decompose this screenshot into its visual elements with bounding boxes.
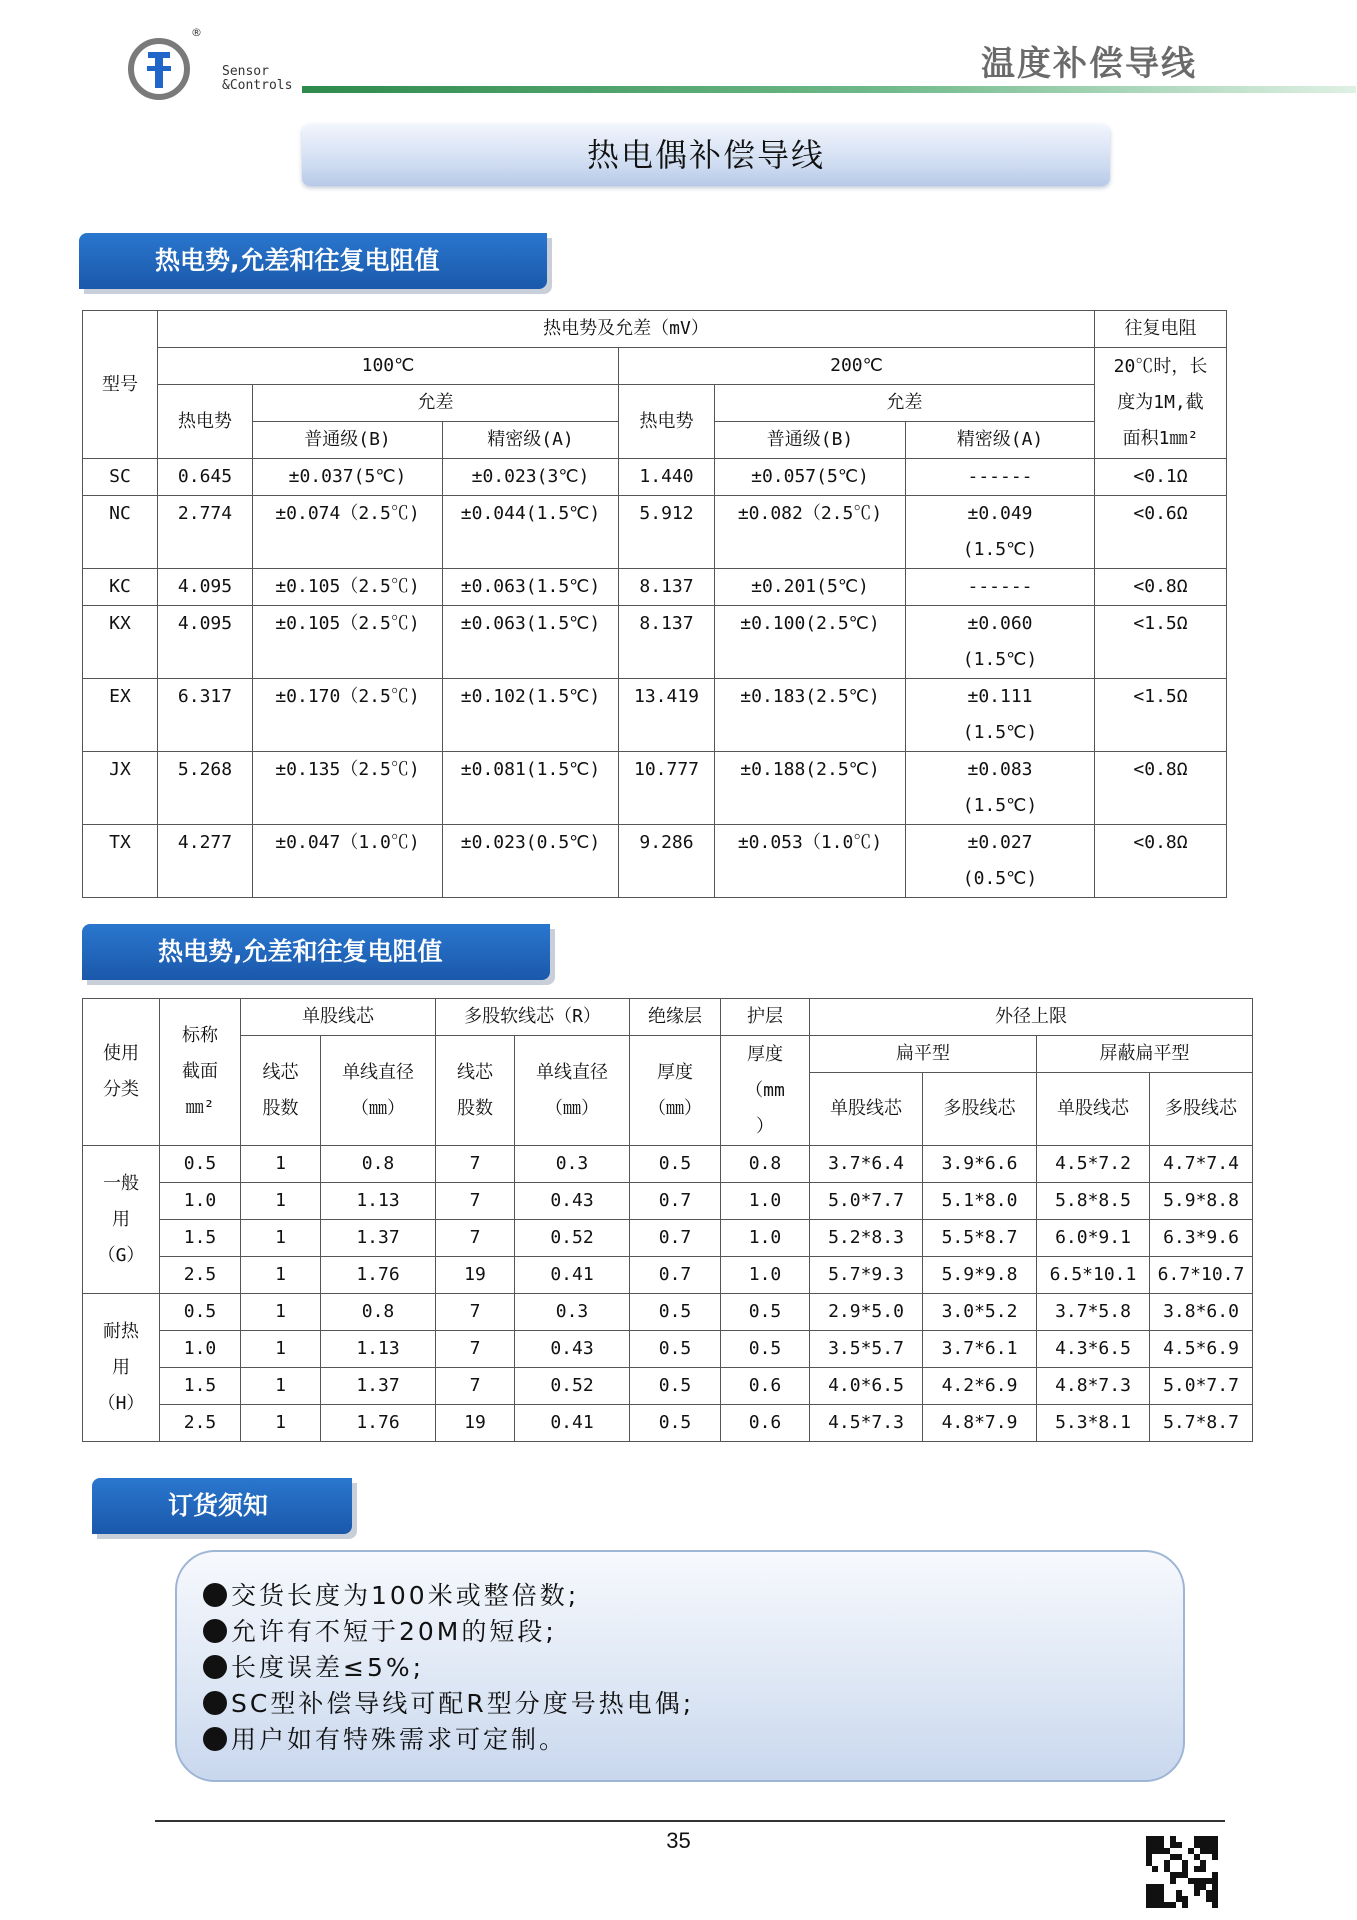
cell-nominal: 1.0 — [160, 1183, 241, 1220]
cell-flat-multi: 4.2*6.9 — [923, 1368, 1037, 1405]
cell-nominal: 1.5 — [160, 1368, 241, 1405]
cell-normal-200: ±0.053（1.0℃) — [715, 825, 906, 898]
table-row — [83, 1220, 1253, 1257]
cell-emf-200: 13.419 — [619, 679, 715, 752]
cell-multi-strands: 7 — [436, 1368, 515, 1405]
cell-single-strands: 1 — [241, 1294, 321, 1331]
header-shielded-flat: 屏蔽扁平型 — [1037, 1036, 1253, 1073]
cell-single-strands: 1 — [241, 1183, 321, 1220]
cell-nominal: 1.0 — [160, 1331, 241, 1368]
header-tolerance-200: 允差 — [715, 385, 1095, 422]
cell-emf-100: 5.268 — [158, 752, 253, 825]
cell-sheath: 1.0 — [721, 1220, 810, 1257]
cell-precision-100: ±0.044(1.5℃) — [443, 496, 619, 569]
cell-shielded-multi: 4.7*7.4 — [1150, 1146, 1253, 1183]
cell-single-dia: 1.37 — [321, 1368, 436, 1405]
cell-shielded-single: 4.5*7.2 — [1037, 1146, 1150, 1183]
cell-nominal: 0.5 — [160, 1294, 241, 1331]
bullet-icon — [203, 1691, 227, 1715]
cell-precision-100: ±0.063(1.5℃) — [443, 569, 619, 606]
cell-shielded-single: 6.5*10.1 — [1037, 1257, 1150, 1294]
cell-model: KX — [83, 606, 158, 679]
cell-normal-100: ±0.074（2.5℃) — [253, 496, 443, 569]
cell-precision-200: ------ — [906, 569, 1095, 606]
header-wire-dia-1: 单线直径 （㎜） — [321, 1036, 436, 1146]
header-insulation: 绝缘层 — [630, 999, 721, 1036]
cell-emf-200: 1.440 — [619, 459, 715, 496]
cell-shielded-multi: 6.7*10.7 — [1150, 1257, 1253, 1294]
note-item: 交货长度为100米或整倍数; — [203, 1578, 1183, 1614]
header-resistance: 往复电阻 — [1095, 311, 1227, 348]
cell-model: NC — [83, 496, 158, 569]
cell-resistance: <0.8Ω — [1095, 569, 1227, 606]
cell-multi-strands: 7 — [436, 1146, 515, 1183]
cell-nominal: 2.5 — [160, 1257, 241, 1294]
cell-precision-200: ±0.060 (1.5℃) — [906, 606, 1095, 679]
cell-emf-200: 5.912 — [619, 496, 715, 569]
cell-multi-strands: 19 — [436, 1405, 515, 1442]
cell-normal-200: ±0.082（2.5℃) — [715, 496, 906, 569]
table-row — [83, 1257, 1253, 1294]
cell-emf-200: 10.777 — [619, 752, 715, 825]
header-precision-100: 精密级(A) — [443, 422, 619, 459]
cell-normal-200: ±0.201(5℃) — [715, 569, 906, 606]
cell-normal-200: ±0.100(2.5℃) — [715, 606, 906, 679]
cell-normal-200: ±0.188(2.5℃) — [715, 752, 906, 825]
bullet-icon — [203, 1655, 227, 1679]
header-emf-tolerance: 热电势及允差（mV） — [158, 311, 1095, 348]
cell-multi-dia: 0.41 — [515, 1405, 630, 1442]
cell-shielded-single: 4.8*7.3 — [1037, 1368, 1150, 1405]
cell-flat-multi: 5.1*8.0 — [923, 1183, 1037, 1220]
cell-precision-200: ±0.111 (1.5℃) — [906, 679, 1095, 752]
note-item: 用户如有特殊需求可定制。 — [203, 1722, 1183, 1758]
cell-precision-100: ±0.023(0.5℃) — [443, 825, 619, 898]
cell-flat-single: 3.5*5.7 — [810, 1331, 923, 1368]
table-row — [83, 1294, 1253, 1331]
cell-precision-200: ±0.083 (1.5℃) — [906, 752, 1095, 825]
cell-shielded-multi: 3.8*6.0 — [1150, 1294, 1253, 1331]
cell-multi-dia: 0.41 — [515, 1257, 630, 1294]
section-1-title: 热电势,允差和往复电阻值 — [79, 233, 547, 289]
cell-shielded-multi: 6.3*9.6 — [1150, 1220, 1253, 1257]
header-temp-100: 100℃ — [158, 348, 619, 385]
cell-multi-dia: 0.52 — [515, 1220, 630, 1257]
header-precision-200: 精密级(A) — [906, 422, 1095, 459]
cell-insulation: 0.5 — [630, 1368, 721, 1405]
cell-emf-100: 4.095 — [158, 569, 253, 606]
cell-multi-strands: 7 — [436, 1331, 515, 1368]
cell-flat-multi: 3.9*6.6 — [923, 1146, 1037, 1183]
wire-spec-table — [82, 998, 1253, 1442]
cell-insulation: 0.5 — [630, 1405, 721, 1442]
cell-sheath: 0.5 — [721, 1331, 810, 1368]
bullet-icon — [203, 1619, 227, 1643]
header-insulation-thickness: 厚度 （㎜） — [630, 1036, 721, 1146]
header-normal-200: 普通级(B) — [715, 422, 906, 459]
cell-sheath: 1.0 — [721, 1183, 810, 1220]
cell-flat-multi: 5.5*8.7 — [923, 1220, 1037, 1257]
cell-single-strands: 1 — [241, 1331, 321, 1368]
cell-shielded-single: 6.0*9.1 — [1037, 1220, 1150, 1257]
cell-resistance: <0.1Ω — [1095, 459, 1227, 496]
header-single-core: 单股线芯 — [241, 999, 436, 1036]
cell-precision-200: ------ — [906, 459, 1095, 496]
table-row — [83, 606, 1227, 679]
table-row — [83, 1146, 1253, 1183]
cell-insulation: 0.7 — [630, 1257, 721, 1294]
header-tolerance-100: 允差 — [253, 385, 619, 422]
header-shielded-single: 单股线芯 — [1037, 1073, 1150, 1146]
header-shielded-multi: 多股线芯 — [1150, 1073, 1253, 1146]
header-model: 型号 — [83, 311, 158, 459]
cell-single-dia: 1.13 — [321, 1331, 436, 1368]
cell-shielded-single: 4.3*6.5 — [1037, 1331, 1150, 1368]
cell-single-dia: 1.37 — [321, 1220, 436, 1257]
cell-multi-dia: 0.43 — [515, 1183, 630, 1220]
cell-single-dia: 0.8 — [321, 1146, 436, 1183]
footer-divider — [155, 1820, 1225, 1822]
cell-flat-single: 3.7*6.4 — [810, 1146, 923, 1183]
cell-resistance: <1.5Ω — [1095, 606, 1227, 679]
cell-sheath: 1.0 — [721, 1257, 810, 1294]
cell-shielded-multi: 5.9*8.8 — [1150, 1183, 1253, 1220]
cell-precision-200: ±0.027 (0.5℃) — [906, 825, 1095, 898]
header-sheath-thickness: 厚度 （mm ） — [721, 1036, 810, 1146]
page-title: 热电偶补偿导线 — [302, 124, 1110, 186]
cell-model: EX — [83, 679, 158, 752]
header-flat: 扁平型 — [810, 1036, 1037, 1073]
header-multi-core: 多股软线芯（R） — [436, 999, 630, 1036]
cell-multi-dia: 0.3 — [515, 1146, 630, 1183]
cell-normal-100: ±0.037(5℃) — [253, 459, 443, 496]
bullet-icon — [203, 1727, 227, 1751]
registered-mark: ® — [191, 26, 202, 39]
header-emf-100: 热电势 — [158, 385, 253, 459]
cell-model: KC — [83, 569, 158, 606]
cell-model: JX — [83, 752, 158, 825]
section-3-title: 订货须知 — [92, 1478, 352, 1534]
ordering-notes — [175, 1550, 1185, 1782]
cell-shielded-multi: 4.5*6.9 — [1150, 1331, 1253, 1368]
cell-single-strands: 1 — [241, 1405, 321, 1442]
page-number: 35 — [666, 1828, 691, 1853]
cell-normal-200: ±0.183(2.5℃) — [715, 679, 906, 752]
cell-single-dia: 1.76 — [321, 1405, 436, 1442]
table-row — [83, 825, 1227, 898]
cell-emf-100: 2.774 — [158, 496, 253, 569]
cell-resistance: <0.6Ω — [1095, 496, 1227, 569]
cell-insulation: 0.5 — [630, 1294, 721, 1331]
note-item: 长度误差≤5%; — [203, 1650, 1183, 1686]
cell-nominal: 1.5 — [160, 1220, 241, 1257]
cell-flat-multi: 3.0*5.2 — [923, 1294, 1037, 1331]
table-row — [83, 679, 1227, 752]
header-flat-single: 单股线芯 — [810, 1073, 923, 1146]
cell-flat-single: 5.2*8.3 — [810, 1220, 923, 1257]
cell-shielded-single: 3.7*5.8 — [1037, 1294, 1150, 1331]
cell-insulation: 0.7 — [630, 1220, 721, 1257]
cell-model: TX — [83, 825, 158, 898]
header-flat-multi: 多股线芯 — [923, 1073, 1037, 1146]
cell-shielded-single: 5.8*8.5 — [1037, 1183, 1150, 1220]
table-row — [83, 1405, 1253, 1442]
cell-flat-single: 4.5*7.3 — [810, 1405, 923, 1442]
cell-shielded-multi: 5.7*8.7 — [1150, 1405, 1253, 1442]
cell-emf-100: 4.277 — [158, 825, 253, 898]
cell-insulation: 0.5 — [630, 1146, 721, 1183]
cell-precision-100: ±0.023(3℃) — [443, 459, 619, 496]
cell-insulation: 0.5 — [630, 1331, 721, 1368]
cell-flat-multi: 3.7*6.1 — [923, 1331, 1037, 1368]
cell-normal-100: ±0.170（2.5℃) — [253, 679, 443, 752]
cell-normal-100: ±0.105（2.5℃) — [253, 569, 443, 606]
cell-normal-200: ±0.057(5℃) — [715, 459, 906, 496]
cell-single-strands: 1 — [241, 1146, 321, 1183]
cell-precision-100: ±0.063(1.5℃) — [443, 606, 619, 679]
cell-multi-strands: 19 — [436, 1257, 515, 1294]
table-row — [83, 1183, 1253, 1220]
cell-multi-strands: 7 — [436, 1183, 515, 1220]
cell-resistance: <0.8Ω — [1095, 825, 1227, 898]
cell-resistance: <0.8Ω — [1095, 752, 1227, 825]
table-row — [83, 569, 1227, 606]
cell-emf-200: 8.137 — [619, 606, 715, 679]
cell-emf-200: 9.286 — [619, 825, 715, 898]
section-2-title: 热电势,允差和往复电阻值 — [82, 924, 550, 980]
cell-precision-100: ±0.102(1.5℃) — [443, 679, 619, 752]
header-use-class: 使用 分类 — [83, 999, 160, 1146]
cell-emf-100: 0.645 — [158, 459, 253, 496]
table-row — [83, 1331, 1253, 1368]
cell-normal-100: ±0.135（2.5℃) — [253, 752, 443, 825]
header-strands-1: 线芯 股数 — [241, 1036, 321, 1146]
bullet-icon — [203, 1583, 227, 1607]
cell-sheath: 0.6 — [721, 1368, 810, 1405]
cell-nominal: 2.5 — [160, 1405, 241, 1442]
header-title: 温度补偿导线 — [981, 44, 1197, 84]
cell-single-dia: 0.8 — [321, 1294, 436, 1331]
cell-flat-single: 5.7*9.3 — [810, 1257, 923, 1294]
header-divider — [302, 86, 1356, 93]
cell-multi-strands: 7 — [436, 1294, 515, 1331]
cell-emf-100: 6.317 — [158, 679, 253, 752]
emf-tolerance-table — [82, 310, 1227, 898]
cell-flat-single: 2.9*5.0 — [810, 1294, 923, 1331]
cell-shielded-multi: 5.0*7.7 — [1150, 1368, 1253, 1405]
cell-flat-single: 5.0*7.7 — [810, 1183, 923, 1220]
cell-multi-dia: 0.52 — [515, 1368, 630, 1405]
cell-flat-multi: 5.9*9.8 — [923, 1257, 1037, 1294]
header-temp-200: 200℃ — [619, 348, 1095, 385]
cell-insulation: 0.7 — [630, 1183, 721, 1220]
header-wire-dia-2: 单线直径 （㎜） — [515, 1036, 630, 1146]
header-emf-200: 热电势 — [619, 385, 715, 459]
cell-flat-single: 4.0*6.5 — [810, 1368, 923, 1405]
cell-emf-200: 8.137 — [619, 569, 715, 606]
header-resistance-desc: 20℃时，长 度为1M,截 面积1㎜² — [1095, 348, 1227, 459]
note-item: 允许有不短于20M的短段; — [203, 1614, 1183, 1650]
cell-single-strands: 1 — [241, 1368, 321, 1405]
table-row — [83, 459, 1227, 496]
table-row — [83, 1368, 1253, 1405]
note-item: SC型补偿导线可配R型分度号热电偶; — [203, 1686, 1183, 1722]
header-sheath: 护层 — [721, 999, 810, 1036]
table-row — [83, 496, 1227, 569]
cell-multi-strands: 7 — [436, 1220, 515, 1257]
header-strands-2: 线芯 股数 — [436, 1036, 515, 1146]
cell-use-class: 耐热 用 （H） — [83, 1294, 160, 1442]
cell-nominal: 0.5 — [160, 1146, 241, 1183]
cell-sheath: 0.5 — [721, 1294, 810, 1331]
cell-single-strands: 1 — [241, 1220, 321, 1257]
cell-sheath: 0.8 — [721, 1146, 810, 1183]
brand-name — [222, 65, 292, 93]
cell-model: SC — [83, 459, 158, 496]
cell-sheath: 0.6 — [721, 1405, 810, 1442]
table-row — [83, 752, 1227, 825]
cell-single-dia: 1.13 — [321, 1183, 436, 1220]
cell-single-strands: 1 — [241, 1257, 321, 1294]
cell-use-class: 一般 用 （G） — [83, 1146, 160, 1294]
header-normal-100: 普通级(B) — [253, 422, 443, 459]
cell-multi-dia: 0.43 — [515, 1331, 630, 1368]
cell-emf-100: 4.095 — [158, 606, 253, 679]
cell-precision-200: ±0.049 (1.5℃) — [906, 496, 1095, 569]
header-outer-limit: 外径上限 — [810, 999, 1253, 1036]
cell-shielded-single: 5.3*8.1 — [1037, 1405, 1150, 1442]
cell-single-dia: 1.76 — [321, 1257, 436, 1294]
brand-line-1: Sensor — [222, 64, 269, 79]
cell-precision-100: ±0.081(1.5℃) — [443, 752, 619, 825]
cell-normal-100: ±0.105（2.5℃) — [253, 606, 443, 679]
cell-flat-multi: 4.8*7.9 — [923, 1405, 1037, 1442]
brand-line-2: &Controls — [222, 78, 293, 93]
cell-resistance: <1.5Ω — [1095, 679, 1227, 752]
company-logo — [128, 38, 190, 100]
header-nominal-section: 标称 截面 ㎜² — [160, 999, 241, 1146]
cell-normal-100: ±0.047（1.0℃) — [253, 825, 443, 898]
cell-multi-dia: 0.3 — [515, 1294, 630, 1331]
qr-code-icon — [1146, 1836, 1218, 1908]
